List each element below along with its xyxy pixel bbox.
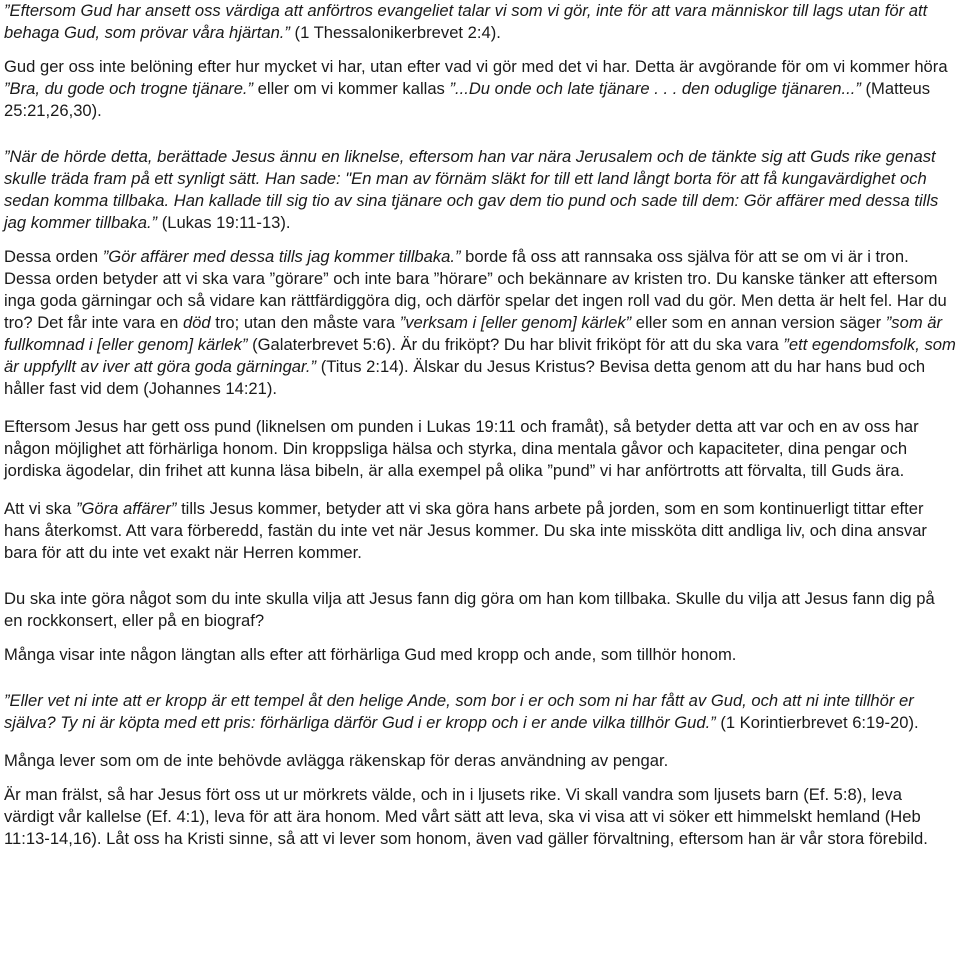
body-text: Många visar inte någon längtan alls efter att förhärliga Gud med kropp och ande, som tillhör honom. [4,645,737,664]
quote-text: ”som är fullkomnad i [eller genom] kärlek” [4,313,943,354]
quote-text: ”När de hörde detta, berättade Jesus ännu en liknelse, eftersom han var nära Jerusalem och de tänkte sig att Guds rike genast skulle träda fram på ett synligt sätt. Han sade: "En man av förnäm släkt for till ett land långt borta för att få kungavärdighet och sedan komma tillbaka. Han kallade till sig tio av sina tjänare och gav dem tio pund och sade till dem: Gör affärer med dessa tills jag kommer tillbaka.” [4,147,939,232]
paragraph-thessalonians-quote [4,0,956,44]
body-text: tills Jesus kommer, betyder att vi ska göra hans arbete på jorden, som en som kontinuerligt tittar efter hans återkomst. Att vara förberedd, fastän du inte vet när Jesus kommer. Du ska inte missköta ditt andliga liv, och dina ansvar bara för att du inte vet exakt när Herren kommer. [4,499,927,562]
body-text: Att vi ska [4,499,76,518]
quote-text: ”...Du onde och late tjänare . . . den oduglige tjänaren...” [449,79,861,98]
body-text: Dessa orden [4,247,103,266]
paragraph-no-longing [4,644,956,666]
paragraph-corinthians-quote [4,690,956,734]
body-text: tro; utan den måste vara [210,313,400,332]
quote-text: ”ett egendomsfolk, som är uppfyllt av iver att göra goda gärningar.” [4,335,956,376]
body-text: (Galaterbrevet 5:6). Är du friköpt? Du har blivit friköpt för att du ska vara [247,335,784,354]
paragraph-reward [4,56,956,122]
quote-text: ”Eller vet ni inte att er kropp är ett tempel åt den helige Ande, som bor i er och som ni har fått av Gud, och att ni inte tillhör er själva? Ty ni är köpta med ett pris: förhärliga därför Gud i er kropp och i er ande vilka tillhör Gud.” [4,691,914,732]
paragraph-luke-quote [4,146,956,234]
reference-text: (Lukas 19:11-13). [157,213,291,232]
paragraph-rock-concert [4,588,956,632]
paragraph-doers [4,268,956,400]
body-text: Är man frälst, så har Jesus fört oss ut ur mörkrets välde, och in i ljusets rike. Vi skall vandra som ljusets barn (Ef. 5:8), leva värdigt vår kallelse (Ef. 4:1), leva för att ära honom. Med vårt sätt att leva, ska vi visa att vi söker ett himmelskt hemland (Heb 11:13-14,16). Låt oss ha Kristi sinne, så att vi lever som honom, även vad gäller förvaltning, eftersom han är vår stora förebild. [4,785,928,848]
body-text: Gud ger oss inte belöning efter hur mycket vi har, utan efter vad vi gör med det vi har. Detta är avgörande för om vi kommer höra [4,57,948,76]
reference-text: (Matteus 25:21,26,30). [4,79,931,120]
body-text: borde få oss att rannsaka oss själva för att se om vi är i tron. [460,247,909,266]
body-text: Eftersom Jesus har gett oss pund (liknelsen om punden i Lukas 19:11 och framåt), så betyder detta att var och en av oss har någon möjlighet att förhärliga honom. Din kroppsliga hälsa och styrka, dina mentala gåvor och kapaciteter, dina pengar och jordiska ägodelar, din frihet att kunna läsa bibeln, är alla exempel på olika ”pund” vi har anförtrotts att förvalta, till Guds ära. [4,417,919,480]
quote-text: ”Gör affärer med dessa tills jag kommer tillbaka.” [102,247,461,266]
body-text: Dessa orden betyder att vi ska vara ”görare” och inte bara ”hörare” och bekännare av kristen tro. Du kanske tänker att eftersom inga goda gärningar och så vidare kan rättfärdiggöra dig, och därför spelar det ingen roll vad du gör. Men detta är helt fel. Har du tro? Det får inte vara en [4,269,947,332]
quote-text: ”Göra affärer” [75,499,177,518]
emphasis-text: död [182,313,211,332]
body-text: eller som en annan version säger [631,313,886,332]
paragraph-these-words [4,246,956,268]
paragraph-money [4,750,956,772]
body-text: eller om vi kommer kallas [253,79,450,98]
paragraph-do-business [4,498,956,564]
body-text: (Titus 2:14). Älskar du Jesus Kristus? Bevisa detta genom att du har hans bud och håller fast vid dem (Johannes 14:21). [4,357,926,398]
quote-text: ”verksam i [eller genom] kärlek” [399,313,632,332]
paragraph-talents [4,416,956,482]
paragraph-saved [4,784,956,850]
body-text: Du ska inte göra något som du inte skulla vilja att Jesus fann dig göra om han kom tillbaka. Skulle du vilja att Jesus fann dig på en rockkonsert, eller på en biograf? [4,589,935,630]
reference-text: (1 Korintierbrevet 6:19-20). [715,713,919,732]
quote-text: ”Eftersom Gud har ansett oss värdiga att anförtros evangeliet talar vi som vi gör, inte för att vara människor till lags utan för att behaga Gud, som prövar våra hjärtan.” [4,1,928,42]
quote-text: ”Bra, du gode och trogne tjänare.” [4,79,254,98]
reference-text: (1 Thessalonikerbrevet 2:4). [289,23,501,42]
body-text: Många lever som om de inte behövde avlägga räkenskap för deras användning av pengar. [4,751,669,770]
